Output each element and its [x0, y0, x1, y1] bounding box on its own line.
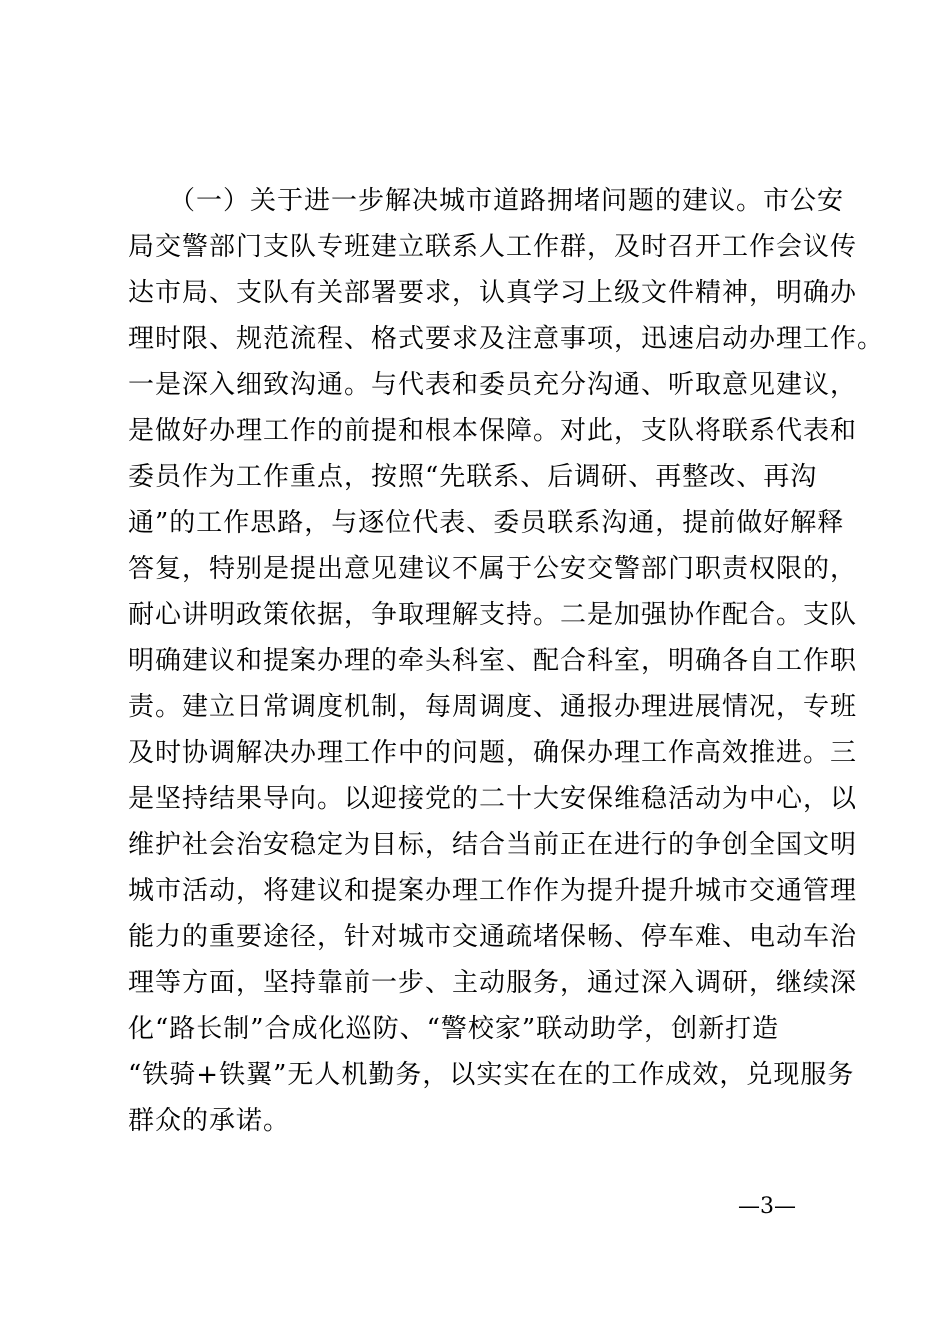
text-line: 理等方面，坚持靠前一步、主动服务，通过深入调研，继续深 — [128, 968, 858, 998]
text-line: 是做好办理工作的前提和根本保障。对此，支队将联系代表和 — [128, 416, 858, 446]
text-line: 达市局、支队有关部署要求，认真学习上级文件精神，明确办 — [128, 278, 858, 308]
text-line: 维护社会治安稳定为目标，结合当前正在进行的争创全国文明 — [128, 830, 858, 860]
body-paragraph — [128, 178, 885, 1144]
text-line: 通”的工作思路，与逐位代表、委员联系沟通，提前做好解释 — [128, 508, 845, 538]
text-line: 能力的重要途径，针对城市交通疏堵保畅、停车难、电动车治 — [128, 922, 858, 952]
text-line: 明确建议和提案办理的牵头科室、配合科室，明确各自工作职 — [128, 646, 858, 676]
text-line: 城市活动，将建议和提案办理工作作为提升提升城市交通管理 — [128, 876, 858, 906]
page-number: —3— — [738, 1194, 796, 1219]
text-line: 理时限、规范流程、格式要求及注意事项，迅速启动办理工作。 — [128, 324, 885, 354]
text-line: 及时协调解决办理工作中的问题，确保办理工作高效推进。三 — [128, 738, 858, 768]
text-line: 是坚持结果导向。以迎接党的二十大安保维稳活动为中心，以 — [128, 784, 858, 814]
text-line: 责。建立日常调度机制，每周调度、通报办理进展情况，专班 — [128, 692, 858, 722]
text-line: 答复，特别是提出意见建议不属于公安交警部门职责权限的， — [128, 554, 858, 584]
text-line: 化“路长制”合成化巡防、“警校家”联动助学，创新打造 — [128, 1014, 780, 1044]
text-line: 局交警部门支队专班建立联系人工作群，及时召开工作会议传 — [128, 232, 858, 262]
text-line: 委员作为工作重点，按照“先联系、后调研、再整改、再沟 — [128, 462, 818, 492]
text-line: 群众的承诺。 — [128, 1106, 291, 1136]
text-line: 耐心讲明政策依据，争取理解支持。二是加强协作配合。支队 — [128, 600, 858, 630]
text-line: “铁骑+铁翼”无人机勤务，以实实在在的工作成效，兑现服务 — [128, 1060, 855, 1090]
text-line: 一是深入细致沟通。与代表和委员充分沟通、听取意见建议， — [128, 370, 858, 400]
text-line: （一）关于进一步解决城市道路拥堵问题的建议。市公安 — [128, 186, 845, 216]
